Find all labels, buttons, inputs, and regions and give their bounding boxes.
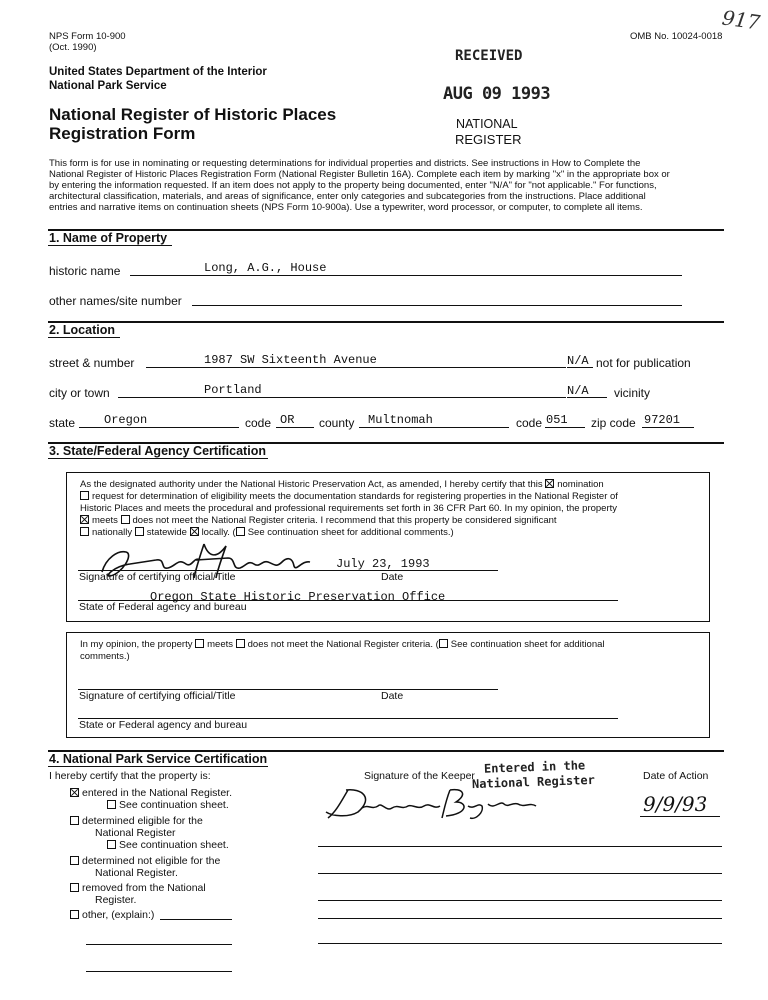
state-value[interactable]: Oregon	[104, 413, 148, 427]
county-value[interactable]: Multnomah	[368, 413, 433, 427]
city-value[interactable]: Portland	[204, 383, 262, 397]
option-eligible-label: determined eligible for the	[82, 815, 203, 827]
state-code-label: code	[245, 416, 272, 430]
zip-line	[642, 427, 694, 428]
keeper-line[interactable]	[318, 846, 722, 847]
county-label: county	[319, 416, 355, 430]
other-names-label: other names/site number	[49, 294, 182, 308]
other-explain-line[interactable]	[160, 919, 232, 920]
state-label: state	[49, 416, 76, 430]
department: United States Department of the Interior	[49, 66, 267, 78]
option-other[interactable]	[70, 909, 154, 922]
nationally-label: nationally	[92, 527, 133, 538]
option-not-eligible-label: determined not eligible for the	[82, 855, 221, 867]
certification-date[interactable]: July 23, 1993	[336, 557, 430, 571]
received-date: AUG 09 1993	[443, 84, 551, 104]
keeper-signature-label: Signature of the Keeper	[364, 770, 475, 782]
agency-label: State of Federal agency and bureau	[79, 601, 247, 613]
not-for-publication-value[interactable]: N/A	[567, 354, 589, 368]
option-removed-label: removed from the National	[82, 882, 206, 894]
date-label-2: Date	[381, 690, 404, 702]
section-2-heading: 2. Location	[49, 323, 115, 337]
vicinity-value[interactable]: N/A	[567, 384, 589, 398]
street-line	[146, 367, 566, 368]
county-code-label: code	[516, 416, 543, 430]
omb-number: OMB No. 10024-0018	[630, 31, 723, 42]
nomination-label: nomination	[557, 479, 604, 490]
page-subtitle: Registration Form	[49, 124, 196, 143]
section-underline	[48, 766, 268, 767]
option-removed[interactable]	[70, 882, 206, 895]
city-label: city or town	[49, 386, 110, 400]
street-label: street & number	[49, 356, 135, 370]
continuation-checkbox[interactable]	[107, 800, 116, 809]
zip-label: zip code	[591, 416, 636, 430]
keeper-line[interactable]	[318, 943, 722, 944]
meets-label: meets	[92, 515, 118, 526]
instructions-line: entries and narrative items on continuation sheets (NPS Form 10-900a). Use a typewriter, word processor, or computer, to complete all items.	[49, 202, 643, 213]
section-divider	[48, 321, 724, 323]
not-for-publication-label: not for publication	[596, 356, 691, 370]
form-number: NPS Form 10-900	[49, 31, 126, 42]
section-1-heading: 1. Name of Property	[49, 231, 168, 245]
vicinity-label: vicinity	[614, 386, 651, 400]
keeper-certify-text: I hereby certify that the property is:	[49, 770, 211, 782]
certification-text	[80, 479, 700, 539]
nationally-checkbox[interactable]	[80, 527, 89, 536]
not-pub-line	[567, 367, 593, 368]
meets-checkbox[interactable]	[80, 515, 89, 524]
instructions	[49, 158, 729, 213]
received-stamp: RECEIVED	[455, 48, 523, 64]
date-of-action-line	[640, 816, 720, 817]
form-date: (Oct. 1990)	[49, 42, 97, 53]
stamp-national: NATIONAL	[456, 117, 518, 131]
section-underline	[48, 458, 268, 459]
entered-checkbox[interactable]	[70, 788, 79, 797]
keeper-line[interactable]	[318, 918, 722, 919]
nomination-checkbox[interactable]	[545, 479, 554, 488]
opinion-meets-checkbox[interactable]	[195, 639, 204, 648]
instructions-line: This form is for use in nominating or requesting determinations for individual properties and districts. See instructions in How to Complete the	[49, 158, 641, 169]
cert-line: Historic Places and meets the procedural and professional requirements set forth in 36 CFR Part 60. In my opinion, the property	[80, 503, 618, 514]
state-code-value[interactable]: OR	[280, 413, 295, 427]
other-explain-line[interactable]	[86, 971, 232, 972]
section-4-heading: 4. National Park Service Certification	[49, 752, 268, 766]
instructions-line: National Register of Historic Places Registration Form (National Register Bulletin 16A). Complete each item by marking "x" in the appropriate box or	[49, 169, 670, 180]
stamp-register: REGISTER	[455, 132, 522, 147]
entered-stamp-line1: Entered in the	[483, 758, 586, 776]
continuation-checkbox[interactable]	[236, 527, 245, 536]
opinion-text	[80, 639, 700, 663]
locally-label: locally. (	[201, 527, 236, 538]
cert-line: See continuation sheet for additional comments.)	[247, 527, 454, 538]
option-removed-line2: Register.	[95, 894, 137, 906]
entered-stamp-line2: National Register	[471, 772, 596, 792]
opinion-meets-label: meets	[207, 639, 233, 650]
other-checkbox[interactable]	[70, 910, 79, 919]
opinion-line: See continuation sheet for additional	[450, 639, 605, 650]
eligible-checkbox[interactable]	[70, 816, 79, 825]
vicinity-line	[567, 397, 607, 398]
statewide-label: statewide	[146, 527, 187, 538]
agency-value[interactable]: Oregon State Historic Preservation Office	[150, 590, 446, 604]
not-eligible-checkbox[interactable]	[70, 856, 79, 865]
keeper-signature	[318, 782, 548, 822]
keeper-line[interactable]	[318, 873, 722, 874]
does-not-meet-checkbox[interactable]	[121, 515, 130, 524]
historic-name-value[interactable]: Long, A.G., House	[204, 261, 327, 275]
instructions-line: by entering the information requested. If an item does not apply to the property being documented, enter "N/A" for "not applicable." For functions,	[49, 180, 657, 191]
opinion-line: does not meet the National Register criteria. (	[247, 639, 439, 650]
section-3-heading: 3. State/Federal Agency Certification	[49, 444, 266, 458]
continuation-checkbox[interactable]	[107, 840, 116, 849]
date-label: Date	[381, 571, 404, 583]
service: National Park Service	[49, 80, 167, 92]
continuation-label: See continuation sheet.	[119, 799, 229, 811]
street-value[interactable]: 1987 SW Sixteenth Avenue	[204, 353, 377, 367]
keeper-line[interactable]	[318, 900, 722, 901]
historic-name-label: historic name	[49, 264, 121, 278]
opinion-line: comments.)	[80, 651, 130, 662]
cert-line: does not meet the National Register criteria. I recommend that this property be considered significant	[132, 515, 557, 526]
cert-line: As the designated authority under the National Historic Preservation Act, as amended, I hereby certify that this	[80, 479, 543, 490]
option-entered[interactable]	[70, 787, 232, 800]
opinion-continuation-checkbox[interactable]	[439, 639, 448, 648]
date-of-action-value[interactable]: 9/9/93	[643, 792, 708, 816]
option-eligible-line2: National Register	[95, 827, 176, 839]
section-underline	[48, 337, 120, 338]
city-line	[118, 397, 566, 398]
county-code-line	[545, 427, 585, 428]
other-explain-line[interactable]	[86, 944, 232, 945]
option-not-eligible-line2: National Register.	[95, 867, 178, 879]
request-checkbox[interactable]	[80, 491, 89, 500]
option-eligible[interactable]	[70, 815, 203, 828]
option-entered-label: entered in the National Register.	[82, 787, 233, 799]
cert-line: request for determination of eligibility meets the documentation standards for registering properties in the National Register of	[92, 491, 618, 502]
option-other-label: other, (explain:)	[82, 909, 155, 921]
handwritten-number: 917	[720, 5, 762, 35]
zip-value[interactable]: 97201	[644, 413, 681, 427]
county-code-value[interactable]: 051	[546, 413, 568, 427]
option-not-eligible[interactable]	[70, 855, 220, 868]
date-of-action-label: Date of Action	[643, 770, 709, 782]
page-title: National Register of Historic Places	[49, 105, 337, 124]
county-line	[359, 427, 509, 428]
continuation-label: See continuation sheet.	[119, 839, 229, 851]
signature-label-2: Signature of certifying official/Title	[79, 690, 236, 702]
other-names-line	[192, 305, 682, 306]
state-code-line	[276, 427, 314, 428]
opinion-not-meet-checkbox[interactable]	[236, 639, 245, 648]
instructions-line: architectural classification, materials, and areas of significance, enter only categories and subcategories from the instructions. Place additional	[49, 191, 646, 202]
opinion-line: In my opinion, the property	[80, 639, 193, 650]
option-eligible-continuation[interactable]	[107, 839, 229, 852]
agency-label-2: State or Federal agency and bureau	[79, 719, 248, 731]
section-underline	[48, 245, 172, 246]
historic-name-line	[130, 275, 682, 276]
removed-checkbox[interactable]	[70, 883, 79, 892]
locally-checkbox[interactable]	[190, 527, 199, 536]
signature-label: Signature of certifying official/Title	[79, 571, 236, 583]
option-entered-continuation[interactable]	[107, 799, 229, 812]
statewide-checkbox[interactable]	[135, 527, 144, 536]
state-line	[79, 427, 239, 428]
